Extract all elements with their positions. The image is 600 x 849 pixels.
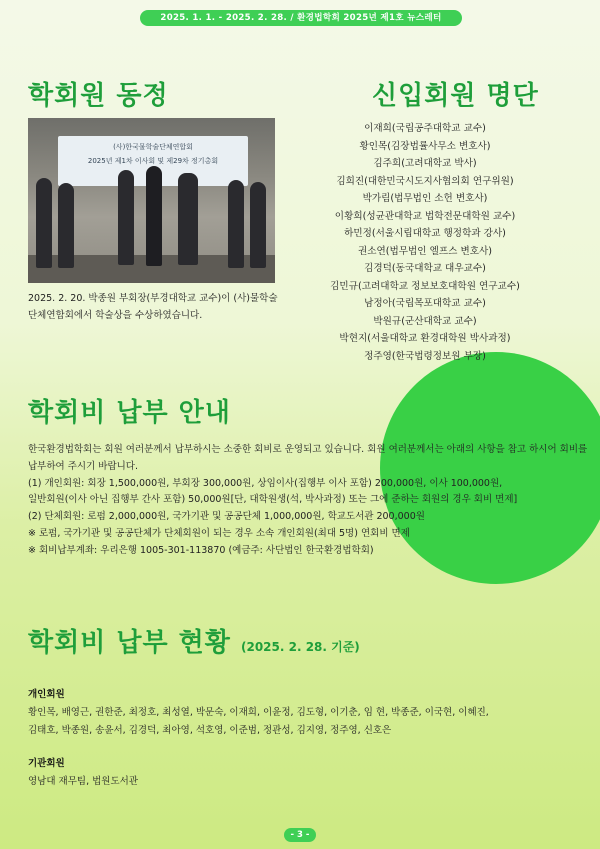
list-item: 김민규(고려대학교 정보보호대학원 연구교수) — [330, 280, 520, 292]
list-item: 권소연(법무법인 엘프스 변호사) — [357, 245, 493, 257]
list-item: 박현지(서울대학교 환경대학원 박사과정) — [339, 333, 511, 344]
individual-members-title: 개인회원 — [28, 689, 65, 700]
new-members-list — [300, 120, 550, 365]
list-item: 김주희(고려대학교 박사) — [373, 158, 477, 169]
fee-guide-line: (1) 개인회원: 회장 1,500,000원, 부회장 300,000원, 상임이사(집행부 이사 포함) 200,000원, 이사 100,000원, — [28, 477, 503, 489]
header-banner: 2025. 1. 1. - 2025. 2. 28. / 환경법학회 2025년 제1호 뉴스레터 — [140, 10, 462, 26]
list-item: 김경덕(동국대학교 대우교수) — [364, 263, 486, 274]
page-number: - 3 - — [284, 828, 316, 842]
list-item: 이황희(성균관대학교 법학전문대학원 교수) — [334, 210, 516, 222]
award-photo — [28, 118, 275, 283]
list-item: 박원규(군산대학교 교수) — [373, 315, 477, 327]
photo-banner: (사)한국물학술단체연합회 2025년 제1차 이사회 및 제29차 정기총회 — [58, 136, 248, 186]
list-item: 정주영(한국법령정보원 부장) — [364, 350, 486, 362]
fee-status-title: 학회비 납부 현황 (2025. 2. 28. 기준) — [28, 628, 360, 658]
fee-guide-line: 일반회원(이사 아닌 집행부 간사 포함) 50,000원[단, 대학원생(석, 박사과정) 또는 그에 준하는 회원의 경우 회비 면제] — [28, 494, 518, 506]
fee-guide-line: ※ 회비납부계좌: 우리은행 1005-301-113870 (예금주: 사단법인 한국환경법학회) — [28, 544, 374, 556]
new-members-title: 신입회원 명단 — [372, 81, 539, 111]
list-item: 남정아(국립목포대학교 교수) — [364, 298, 486, 309]
list-item: 이재희(국립공주대학교 교수) — [364, 123, 486, 134]
fee-guide-body — [28, 442, 588, 560]
fee-guide-title: 학회비 납부 안내 — [28, 398, 231, 428]
fee-guide-line: ※ 로펌, 국가기관 및 공공단체가 단체회원이 되는 경우 소속 개인회원(최대 5명) 연회비 면제 — [28, 527, 410, 539]
news-title: 학회원 동정 — [28, 81, 169, 111]
fee-status-date: (2025. 2. 28. 기준) — [240, 640, 360, 654]
list-item: 김희진(대한민국시도지사협의회 연구위원) — [336, 175, 514, 187]
institution-members-list: 영남대 재무팀, 법원도서관 — [28, 776, 139, 787]
list-item: 하민정(서울시립대학교 행정학과 강사) — [344, 228, 506, 239]
institution-members-title: 기관회원 — [28, 758, 65, 769]
list-item: 박가림(법무법인 소헌 변호사) — [362, 193, 488, 204]
individual-members-list: 황인목, 배영근, 권한준, 최정호, 최성열, 박문숙, 이재희, 이윤정, 김도형, 이기춘, 임 현, 박종준, 이국현, 이혜진, 김태호, 박종원, 송윤서, 김경덕, 최아영, 석호영, 이준범, 정관성, 김지영, 정주영, 신호은 — [28, 707, 489, 736]
fee-guide-line: (2) 단체회원: 로펌 2,000,000원, 국가기관 및 공공단체 1,000,000원, 학교도서관 200,000원 — [28, 511, 425, 523]
list-item: 황인목(김장법률사무소 변호사) — [359, 140, 491, 152]
fee-guide-intro: 한국환경법학회는 회원 여러분께서 납부하시는 소중한 회비로 운영되고 있습니다. 회원 여러분께서는 아래의 사항을 참고 하시어 회비를 납부하여 주시기 바랍니다. — [28, 444, 588, 472]
photo-caption: 2025. 2. 20. 박종원 부회장(부경대학교 교수)이 (사)물학술 단체연합회에서 학술상을 수상하였습니다. — [28, 293, 278, 321]
